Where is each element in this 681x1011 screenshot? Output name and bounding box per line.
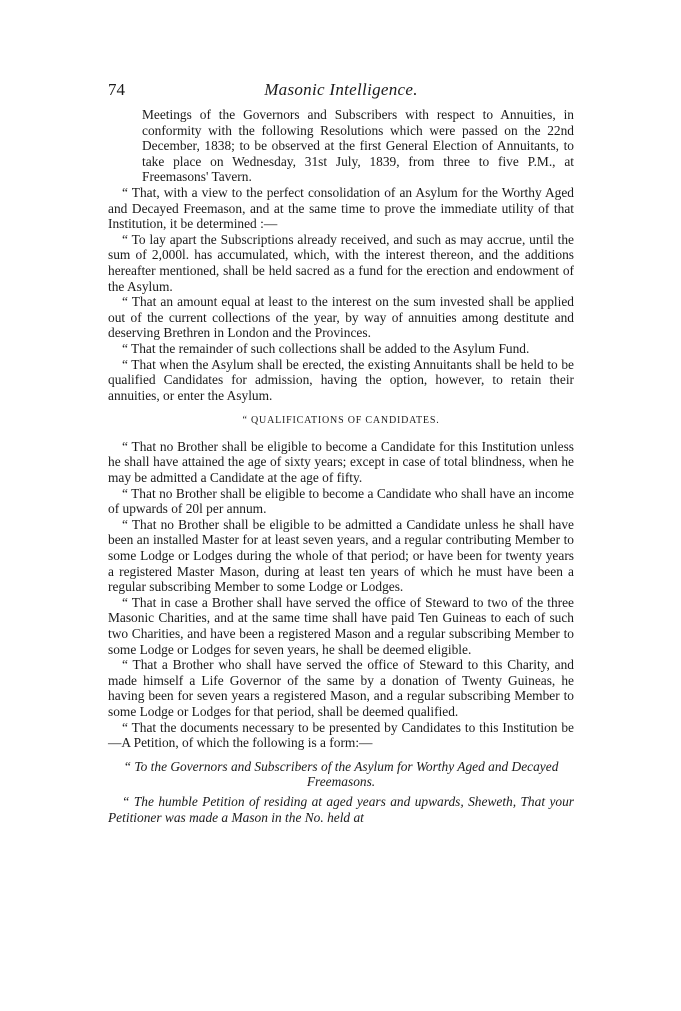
petition-form-title: “ To the Governors and Subscribers of the Asylum for Worthy Aged and Decayed Freemasons. — [123, 758, 559, 790]
paragraph: “ That when the Asylum shall be erected, the existing Annuitants shall be held to be qualified Candidates for admission, having the option, however, to retain their annuities, or enter the Asylum. — [108, 356, 574, 403]
page-number: 74 — [108, 80, 125, 99]
paragraph: Meetings of the Governors and Subscribers with respect to Annuities, in conformity with the following Resolutions which were passed on the 22nd December, 1838; to be observed at the first General Election of Annuitants, to take place on Wednesday, 31st July, 1839, from three to five P.M., at Freemasons' Tavern. — [142, 107, 574, 185]
paragraph: “ That, with a view to the perfect consolidation of an Asylum for the Worthy Aged and Decayed Freemason, and at the same time to prove the immediate utility of that Institution, it be determined :— — [108, 184, 574, 232]
paragraph: “ That no Brother shall be eligible to be admitted a Candidate unless he shall have been an installed Master for at least seven years, and a regular contributing Member to some Lodge or Lodges during the whole of that period; or have been for twenty years a registered Master Mason, during at least ten years of which he must have been a regular subscribing Member to some Lodge or Lodges. — [108, 516, 574, 595]
running-title: Masonic Intelligence. — [264, 80, 418, 99]
paragraph: “ To lay apart the Subscriptions already received, and such as may accrue, until the sum of 2,000l. has accumulated, which, with the interest thereon, and the additions hereafter mentioned, shall be held sacred as a fund for the erection and endowment of the Asylum. — [108, 231, 574, 294]
paragraph: “ That a Brother who shall have served the office of Steward to this Charity, and made himself a Life Governor of the same by a donation of Twenty Guineas, he having been for seven years a registered Mason, and a regular subscribing Member to some Lodge or Lodges for that period, shall be deemed qualified. — [108, 657, 574, 719]
paragraph: “ That an amount equal at least to the interest on the sum invested shall be applied out of the current collections of the year, by way of annuities among destitute and deserving Brethren in London and the Provinces. — [108, 294, 574, 341]
paragraph: “ That in case a Brother shall have served the office of Steward to two of the three Masonic Charities, and at the same time shall have paid Ten Guineas to each of such two Charities, and have been a registered Mason and a regular subscribing Member to some Lodge or Lodges for seven years, he shall be deemed eligible. — [108, 594, 574, 657]
paragraph: “ That no Brother shall be eligible to become a Candidate for this Institution unless he shall have attained the age of sixty years; except in case of total blindness, when he may be admitted a Candidate at the age of fifty. — [108, 438, 574, 486]
page-header — [108, 80, 574, 102]
section-heading: “ QUALIFICATIONS OF CANDIDATES. — [242, 415, 440, 427]
petition-form-body: “ The humble Petition of residing at aged years and upwards, Sheweth, That your Petitioner was made a Mason in the No. held at — [108, 793, 574, 825]
paragraph: “ That the remainder of such collections shall be added to the Asylum Fund. — [122, 340, 530, 356]
page-body — [108, 107, 574, 825]
paragraph: “ That no Brother shall be eligible to become a Candidate who shall have an income of upwards of 20l per annum. — [108, 485, 574, 517]
paragraph: “ That the documents necessary to be presented by Candidates to this Institution be—A Petition, of which the following is a form:— — [108, 719, 574, 751]
